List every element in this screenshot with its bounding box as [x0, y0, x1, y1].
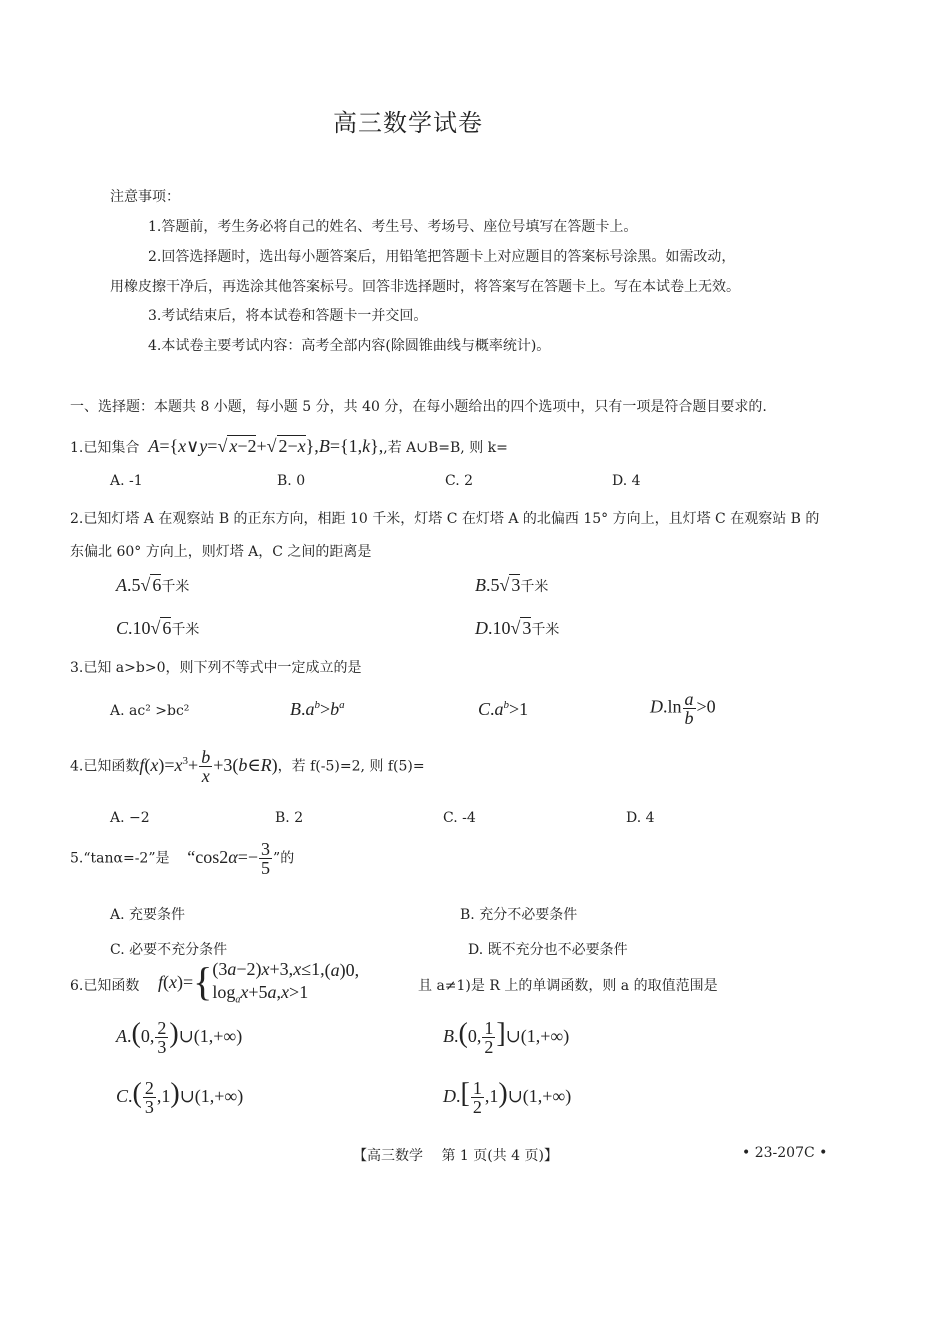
q6-prefix: 6.已知函数 [70, 978, 140, 994]
q3-option-b: $B.a^b>b^a$ [290, 699, 345, 719]
q4-prefix: 4.已知函数 [70, 758, 140, 775]
q4-formula: $f(x)=x^3+$ $\frac{b}{x}$ +3(b∈R) [139, 747, 278, 786]
q1-suffix: ,若 A∪B=B, 则 k= [383, 440, 508, 456]
question-5 [70, 840, 294, 877]
q5-option-a: A. 充要条件 [110, 907, 186, 923]
page-title: 高三数学试卷 [333, 109, 483, 137]
q2-option-b: B.5√ 3千米 [475, 575, 549, 595]
question-1 [70, 436, 508, 457]
page-code: • 23-207C • [742, 1145, 828, 1161]
q5-suffix: ”的 [273, 850, 295, 867]
q3-option-a: A. ac² >bc² [110, 703, 190, 719]
notice-item-1: 1.答题前，考生务必将自己的姓名、考生号、考场号、座位号填写在答题卡上。 [148, 219, 638, 235]
q1-formula: A={x∨y=√ x−2+√ 2−x},B={1,k}, [148, 436, 384, 456]
notice-item-2a: 2.回答选择题时，选出每小题答案后，用铅笔把答题卡上对应题目的答案标号涂黑。如需改动， [148, 249, 736, 265]
q4-option-b: B. 2 [275, 810, 304, 826]
q5-prefix: 5.“tanα=-2”是 [70, 850, 170, 867]
q4-suffix: ，若 f(-5)=2, 则 f(5)= [277, 758, 425, 775]
question-3: 3.已知 a>b>0，则下列不等式中一定成立的是 [70, 660, 362, 676]
notice-item-4: 4.本试卷主要考试内容：高考全部内容(除圆锥曲线与概率统计)。 [148, 338, 551, 354]
q6-option-b: B.(0, $\frac{1}{2}$ ]∪(1,+∞) [443, 1018, 570, 1058]
page-footer: 【高三数学 第 1 页(共 4 页)】 [353, 1148, 558, 1164]
q1-option-d: D. 4 [612, 473, 641, 489]
q2-option-c: C.10√ 6千米 [116, 618, 200, 638]
notice-item-3: 3.考试结束后，将本试卷和答题卡一并交回。 [148, 308, 428, 324]
q1-option-a: A. -1 [110, 473, 143, 489]
q5-option-b: B. 充分不必要条件 [460, 907, 578, 923]
q1-option-b: B. 0 [277, 473, 306, 489]
q5-option-c: C. 必要不充分条件 [110, 942, 228, 958]
notice-heading: 注意事项： [110, 189, 180, 205]
question-4 [70, 748, 425, 785]
q6-option-c: C.( $\frac{2}{3}$ ,1)∪(1,+∞) [116, 1078, 244, 1118]
q6-formula: f(x)= { (3a−2)x+3,x≤1, $\log_ax+5a,x>1$ (a)0, [158, 959, 360, 1006]
q3-option-d: D.ln $\frac{a}{b}$ >0 [650, 689, 716, 728]
q4-option-a: A. −2 [110, 810, 150, 826]
q2-option-d: D.10√ 3千米 [475, 618, 560, 638]
notice-item-2b: 用橡皮擦干净后，再选涂其他答案标号。回答非选择题时，将答案写在答题卡上。写在本试卷上无效。 [110, 279, 740, 295]
q1-prefix: 1.已知集合 [70, 440, 140, 456]
question-2-line-1: 2.已知灯塔 A 在观察站 B 的正东方向，相距 10 千米，灯塔 C 在灯塔 A 的北偏西 15° 方向上，且灯塔 C 在观察站 B 的 [70, 511, 820, 527]
q1-option-c: C. 2 [445, 473, 474, 489]
q6-option-d: D.[ $\frac{1}{2}$ ,1)∪(1,+∞) [443, 1078, 572, 1118]
q5-formula: “cos2α=− $\frac{3}{5}$ [187, 839, 271, 878]
q5-option-d: D. 既不充分也不必要条件 [468, 942, 628, 958]
q2-option-a: A.5√ 6千米 [116, 575, 190, 595]
q6-suffix: 且 a≠1)是 R 上的单调函数，则 a 的取值范围是 [418, 978, 718, 994]
section-heading: 一、选择题：本题共 8 小题，每小题 5 分，共 40 分，在每小题给出的四个选项中，只有一项是符合题目要求的. [70, 399, 767, 415]
question-2-line-2: 东偏北 60° 方向上，则灯塔 A，C 之间的距离是 [70, 544, 372, 560]
q6-option-a: A.(0, $\frac{2}{3}$ )∪(1,+∞) [116, 1018, 243, 1058]
q4-option-c: C. -4 [443, 810, 476, 826]
q4-option-d: D. 4 [626, 810, 655, 826]
q3-option-c: $C.a^b>1$ [478, 699, 529, 719]
